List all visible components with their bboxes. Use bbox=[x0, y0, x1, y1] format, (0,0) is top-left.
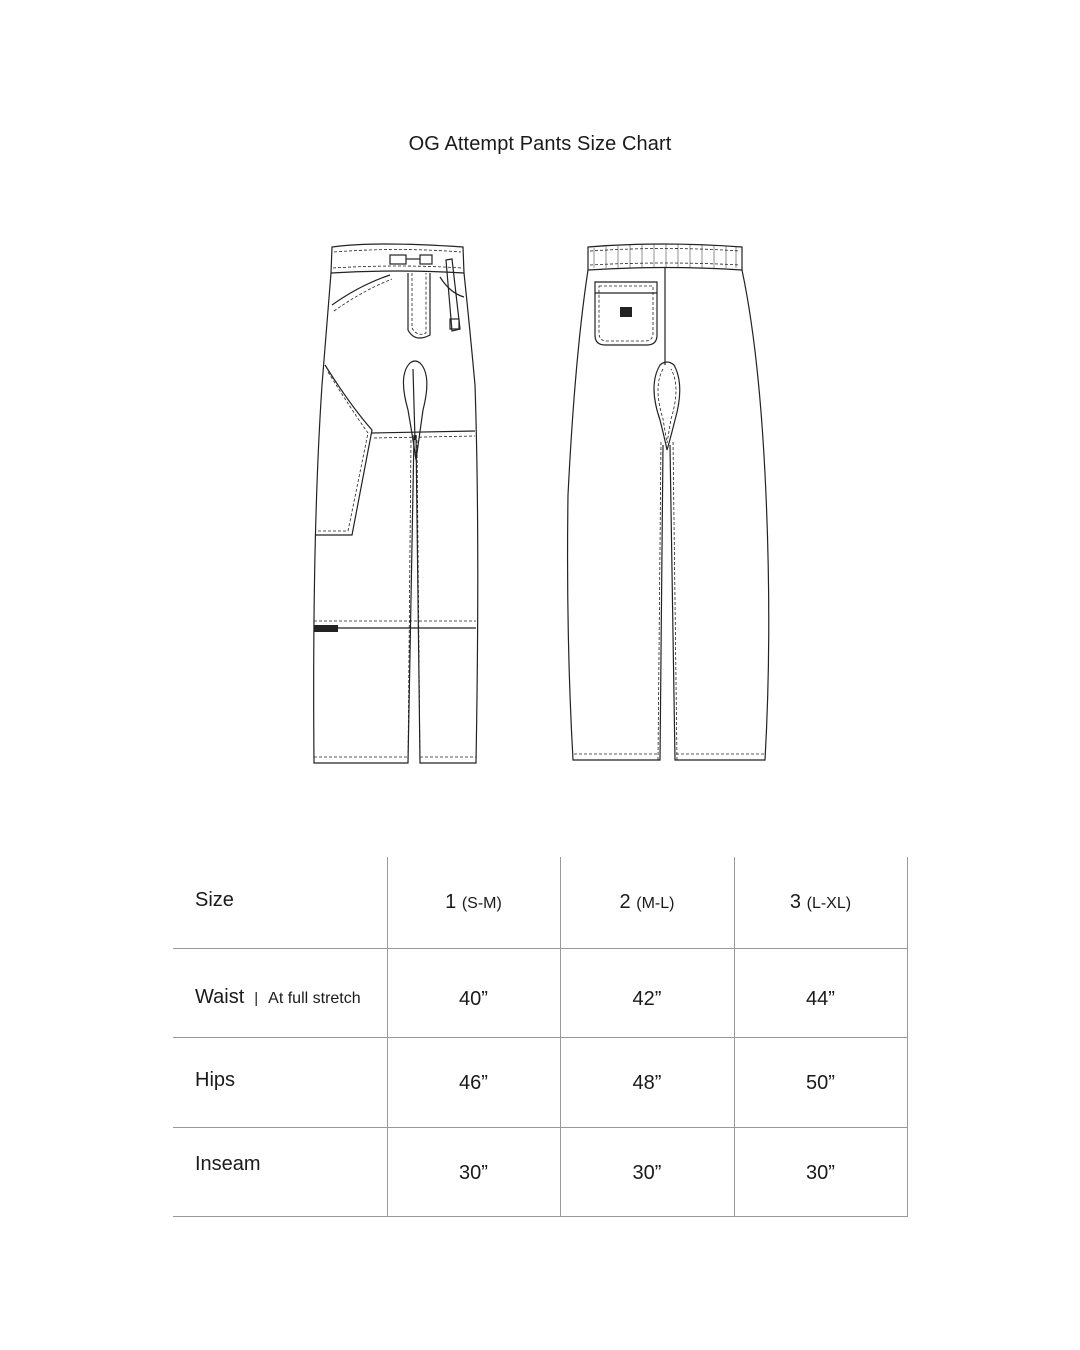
size-number: 1 bbox=[445, 891, 457, 913]
size-range: (M-L) bbox=[636, 895, 675, 912]
size-2-header bbox=[560, 857, 734, 948]
size-range: (L-XL) bbox=[806, 895, 852, 912]
table-cell: 42” bbox=[632, 988, 662, 1010]
measure-name: Waist bbox=[195, 986, 245, 1008]
size-number: 3 bbox=[789, 891, 802, 913]
pants-technical-drawing bbox=[290, 235, 790, 775]
table-cell: 48” bbox=[632, 1072, 662, 1094]
table-divider bbox=[173, 1216, 908, 1217]
measure-name: Hips bbox=[195, 1069, 236, 1091]
table-cell: 44” bbox=[806, 988, 835, 1010]
size-3-header bbox=[734, 857, 907, 948]
table-row-waist bbox=[173, 948, 908, 1037]
size-header-label: Size bbox=[195, 889, 234, 911]
size-range: (S-M) bbox=[461, 895, 502, 912]
pants-back-view bbox=[568, 244, 769, 760]
size-1-header bbox=[387, 857, 560, 948]
size-chart-table bbox=[173, 857, 908, 1217]
table-cell: 46” bbox=[459, 1072, 488, 1094]
pants-front-view bbox=[314, 244, 478, 763]
size-number: 2 bbox=[619, 891, 631, 913]
table-cell: 40” bbox=[459, 988, 488, 1010]
table-header-row bbox=[173, 857, 908, 948]
measure-name: Inseam bbox=[195, 1153, 261, 1175]
table-row-hips bbox=[173, 1037, 908, 1127]
table-cell: 50” bbox=[806, 1072, 835, 1094]
table-cell: 30” bbox=[632, 1162, 662, 1184]
table-cell: 30” bbox=[806, 1162, 835, 1184]
table-row-inseam bbox=[173, 1127, 908, 1216]
separator: | bbox=[254, 990, 259, 1007]
measure-note: At full stretch bbox=[268, 990, 361, 1007]
table-cell: 30” bbox=[459, 1162, 488, 1184]
row-label bbox=[195, 986, 361, 1009]
page-title: OG Attempt Pants Size Chart bbox=[408, 133, 672, 155]
